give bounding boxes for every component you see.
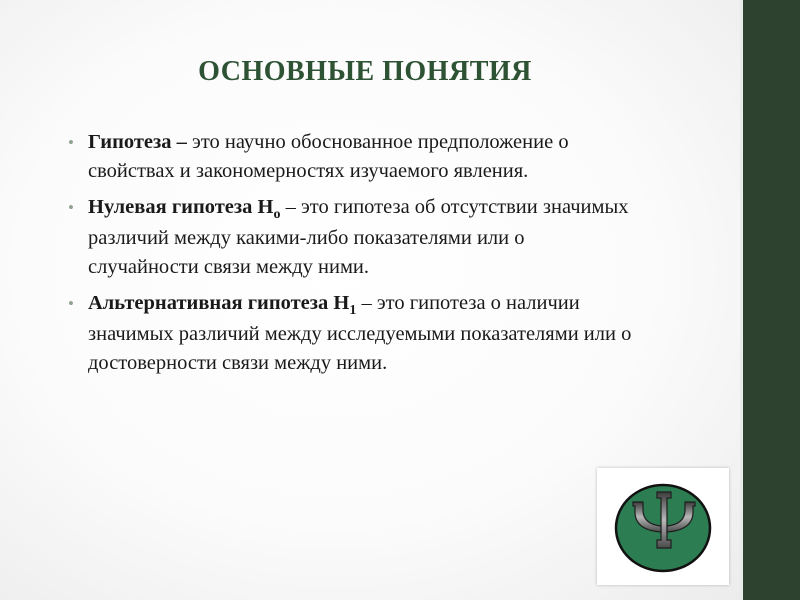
slide-title: ОСНОВНЫЕ ПОНЯТИЯ xyxy=(198,56,532,87)
list-item-alternative-hypothesis xyxy=(68,289,638,378)
bullet-list xyxy=(68,128,638,385)
sidebar-band xyxy=(743,0,800,600)
definition: – это гипотеза об отсутствии значимых различий между какими-либо показателями или о случайности связи между ними. xyxy=(88,196,629,278)
subscript: 1 xyxy=(349,303,357,318)
psi-icon xyxy=(597,468,729,585)
definition: – это гипотеза о наличии значимых различий между исследуемыми показателями или о достоверности связи между ними. xyxy=(88,292,632,374)
term: Гипотеза – xyxy=(88,131,187,153)
definition: это научно обоснованное предположение о свойствах и закономерностях изучаемого явления. xyxy=(88,131,569,182)
bullet-icon: • xyxy=(68,294,74,313)
bullet-icon: • xyxy=(68,198,74,217)
term: Нулевая гипотеза Н xyxy=(88,196,274,218)
bullet-icon: • xyxy=(68,133,74,152)
psi-logo xyxy=(597,468,729,585)
list-item-null-hypothesis xyxy=(68,193,638,282)
list-item-hypothesis xyxy=(68,128,638,186)
subscript: о xyxy=(273,207,281,222)
term: Альтернативная гипотеза Н xyxy=(88,292,350,314)
